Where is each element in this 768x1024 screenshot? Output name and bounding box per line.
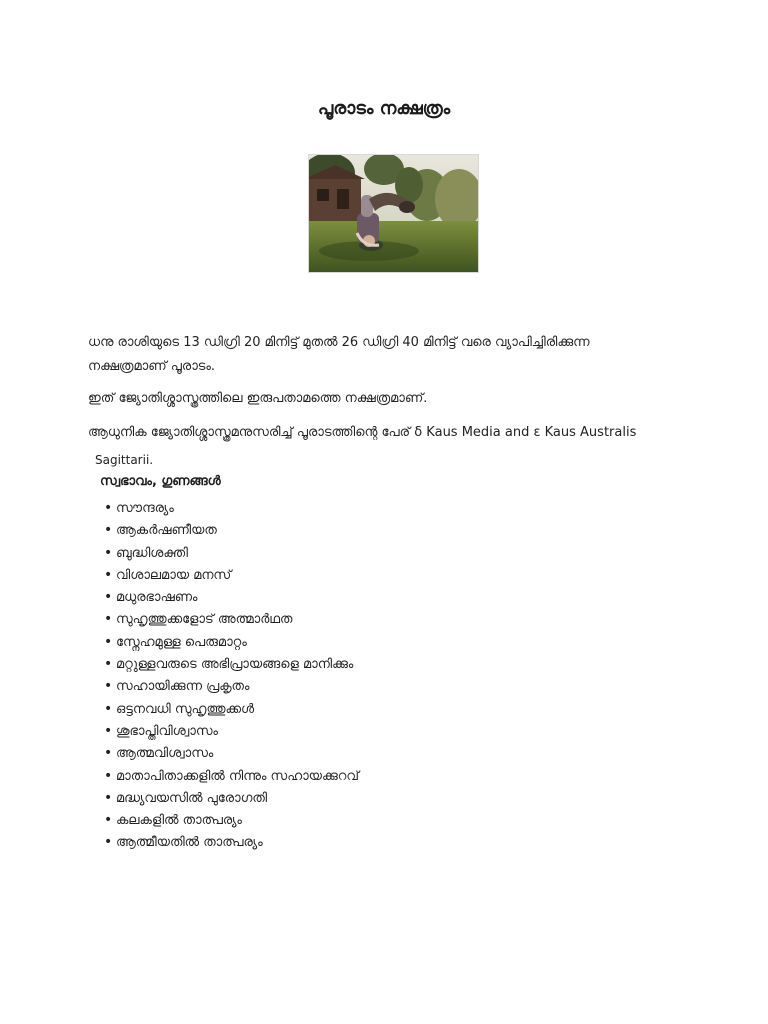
list-item <box>104 720 359 742</box>
page-title: പൂരാടം നക്ഷത്രം <box>317 98 451 119</box>
trait-text: സൗന്ദര്യം <box>116 501 174 516</box>
trait-text: മധുരഭാഷണം <box>116 590 198 606</box>
trait-text: ആത്മീയതിൽ താത്പര്യം <box>116 835 263 851</box>
bullet-icon: • <box>104 656 113 673</box>
list-item <box>104 809 359 831</box>
paragraph-2: ഇത് ജ്യോതിശ്ശാസ്ത്രത്തിലെ ഇരുപതാമത്തെ നക്ഷത്രമാണ്. <box>88 391 428 406</box>
list-item <box>104 586 359 608</box>
trait-text: സ്നേഹമുള്ള പെരുമാറ്റം <box>116 634 247 650</box>
bullet-icon: • <box>104 611 113 628</box>
list-item <box>104 742 359 764</box>
list-item <box>104 653 359 675</box>
list-item <box>104 608 359 630</box>
trait-text: ആകർഷണീയത <box>116 523 217 539</box>
list-item <box>104 564 359 586</box>
trait-text: ബുദ്ധിശക്തി <box>116 545 188 561</box>
trait-text: ശുഭാപ്തിവിശ്വാസം <box>116 723 218 739</box>
bullet-icon: • <box>104 544 113 561</box>
bullet-icon: • <box>104 633 113 650</box>
list-item <box>104 631 359 653</box>
bullet-icon: • <box>104 700 113 717</box>
paragraph-3-line-2: Sagittarii. <box>95 453 154 467</box>
traits-list <box>104 497 359 854</box>
traits-heading: സ്വഭാവം, ഗുണങ്ങൾ <box>100 474 221 489</box>
trait-text: മാതാപിതാക്കളിൽ നിന്നും സഹായക്കുറവ് <box>116 768 359 784</box>
list-item <box>104 765 359 787</box>
bullet-icon: • <box>104 789 113 806</box>
paragraph-1-line-2: നക്ഷത്രമാണ് പൂരാടം. <box>88 359 216 374</box>
bullet-icon: • <box>104 722 113 739</box>
trait-text: ഒട്ടനവധി സുഹൃത്തുക്കൾ <box>116 701 255 717</box>
trait-text: ആത്മവിശ്വാസം <box>116 746 214 762</box>
list-item <box>104 519 359 541</box>
list-item <box>104 542 359 564</box>
trait-text: കലകളിൽ താത്പര്യം <box>116 813 242 829</box>
paragraph-1-line-1: ധനു രാശിയുടെ 13 ഡിഗ്രി 20 മിനിട്ട് മുതൽ 26 ഡിഗ്രി 40 മിനിട്ട് വരെ വ്യാപിച്ചിരിക്കുന്ന <box>88 335 590 350</box>
bullet-icon: • <box>104 500 113 516</box>
list-item <box>104 675 359 697</box>
bullet-icon: • <box>104 566 113 583</box>
bullet-icon: • <box>104 522 113 539</box>
bullet-icon: • <box>104 767 113 784</box>
bullet-icon: • <box>104 589 113 606</box>
bullet-icon: • <box>104 678 113 695</box>
list-item <box>104 787 359 809</box>
trait-text: മദ്ധ്യവയസിൽ പുരോഗതി <box>116 790 268 806</box>
trait-text: മറ്റുള്ളവരുടെ അഭിപ്രായങ്ങളെ മാനിക്കും <box>116 657 354 673</box>
article-photo <box>308 154 479 273</box>
list-item <box>104 698 359 720</box>
bullet-icon: • <box>104 812 113 829</box>
list-item <box>104 831 359 853</box>
list-item <box>104 497 359 519</box>
trait-text: വിശാലമായ മനസ് <box>116 567 232 583</box>
bullet-icon: • <box>104 745 113 762</box>
paragraph-3-line-1: ആധുനിക ജ്യോതിശ്ശാസ്ത്രമനുസരിച്ച് പൂരാടത്തിന്റെ പേര് δ Kaus Media and ε Kaus Australis <box>88 425 637 440</box>
trait-text: സഹായിക്കുന്ന പ്രകൃതം <box>116 679 250 695</box>
trait-text: സുഹൃത്തുക്കളോട് അത്മാർഥത <box>116 612 293 628</box>
bullet-icon: • <box>104 834 113 851</box>
